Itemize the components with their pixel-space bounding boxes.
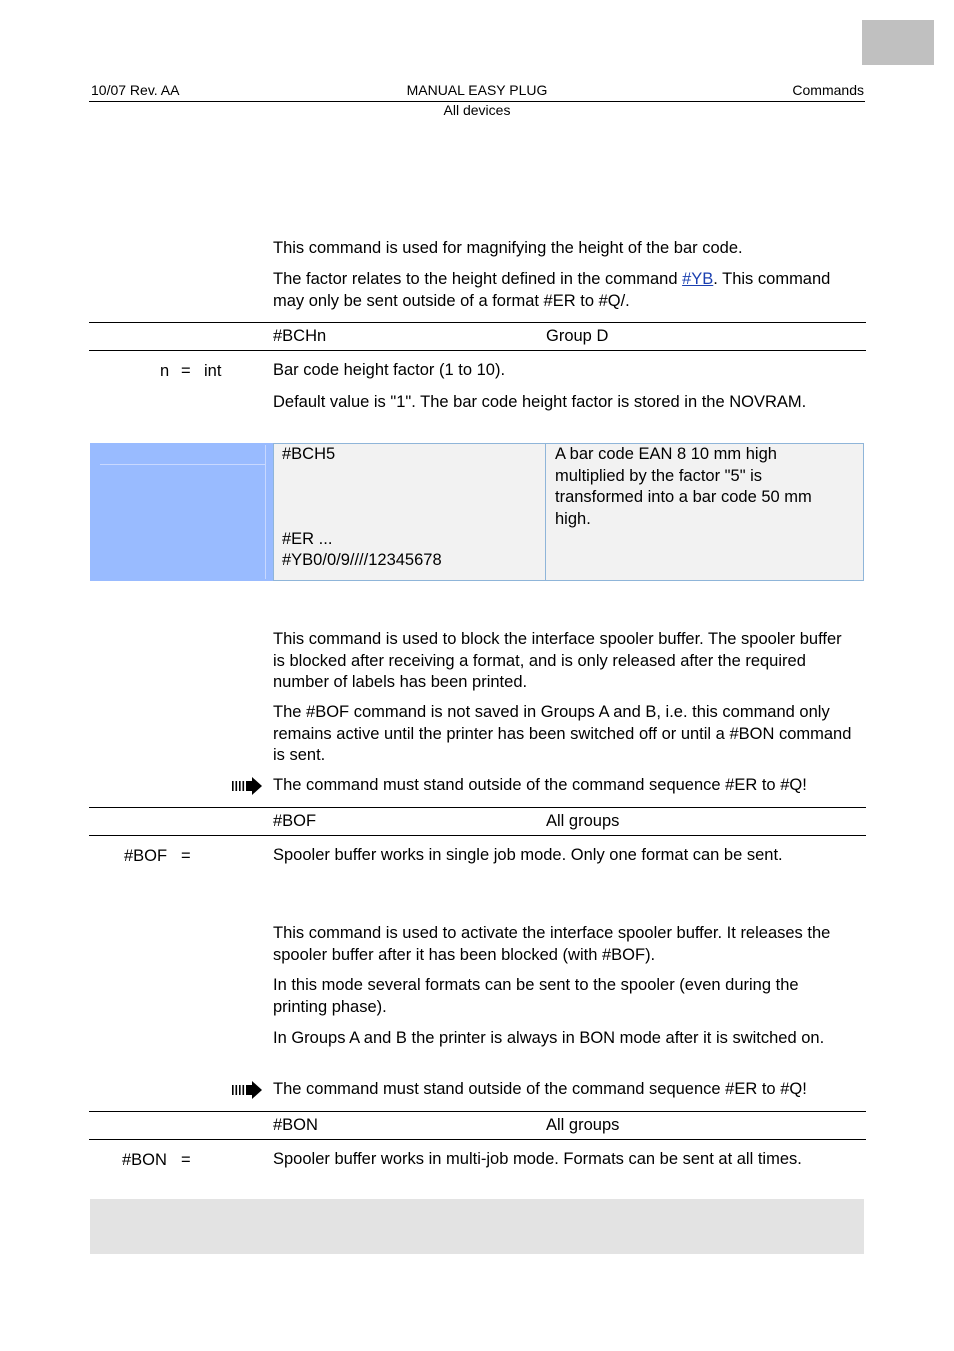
bon-param-eq: = [181, 1151, 191, 1169]
page-tab-marker [862, 20, 934, 65]
bon-param-name: #BON [122, 1151, 167, 1169]
example-code-line-3: #YB0/0/9////12345678 [282, 551, 442, 569]
header-subtitle: All devices [443, 102, 511, 118]
bon-param-description: Spooler buffer works in multi-job mode. Formats can be sent at all times. [273, 1150, 802, 1168]
bch-desc2-text-a: The factor relates to the height defined in the command [273, 270, 683, 288]
bch-param-description: Bar code height factor (1 to 10). [273, 361, 506, 379]
example-code-line-2: #ER ... [282, 530, 333, 548]
bon-syntax: #BON [273, 1116, 318, 1134]
bch-param-eq: = [181, 362, 191, 380]
bch-syntax: #BCHn [273, 327, 327, 345]
header-section: Commands [792, 82, 864, 98]
bon-group: All groups [546, 1116, 620, 1134]
yb-command-link[interactable]: #YB [682, 270, 714, 288]
bon-syntax-rule-bottom [89, 1139, 866, 1140]
note-arrow-icon [231, 1081, 263, 1099]
bof-syntax: #BOF [273, 812, 317, 830]
bof-param-eq: = [181, 847, 191, 865]
bon-syntax-rule-top [89, 1111, 866, 1112]
bof-group: All groups [546, 812, 620, 830]
bch-description-2 [273, 269, 833, 312]
bon-description-3: In Groups A and B the printer is always in BON mode after it is switched on. [273, 1029, 825, 1047]
bof-param-description: Spooler buffer works in single job mode. Only one format can be sent. [273, 846, 783, 864]
example-explanation: A bar code EAN 8 10 mm high multiplied by the factor "5" is transformed into a bar code 50 mm high. [555, 445, 812, 528]
footer-band [90, 1199, 864, 1254]
bof-note: The command must stand outside of the command sequence #ER to #Q! [273, 776, 807, 794]
bch-param-name: n [160, 362, 170, 380]
bch-default-value: Default value is "1". The bar code height factor is stored in the NOVRAM. [273, 393, 807, 411]
bch-description-1: This command is used for magnifying the height of the bar code. [273, 239, 743, 257]
bon-note: The command must stand outside of the command sequence #ER to #Q! [273, 1080, 807, 1098]
syntax-rule-top [89, 322, 866, 323]
bof-syntax-rule-bottom [89, 835, 866, 836]
syntax-rule-bottom [89, 350, 866, 351]
bch-desc2-text-b: . This command may only be sent outside of a format #ER to #Q/. [273, 270, 831, 310]
header-manual-title: MANUAL EASY PLUG [406, 82, 548, 98]
header-revision: 10/07 Rev. AA [91, 82, 180, 98]
bof-param-name: #BOF [124, 847, 168, 865]
example-code-line-1: #BCH5 [282, 445, 336, 463]
bch-group: Group D [546, 327, 609, 345]
bch-param-type: int [204, 362, 222, 380]
bof-description-2: The #BOF command is not saved in Groups A and B, i.e. this command only remains active until the printer has been switched off or until a #BON command is sent. [273, 703, 852, 764]
example-column-divider [545, 443, 546, 581]
bof-description-1: This command is used to block the interface spooler buffer. The spooler buffer is blocked after receiving a format, and is only released after the required number of labels has been printed. [273, 630, 842, 691]
bof-syntax-rule-top [89, 807, 866, 808]
note-arrow-icon [231, 777, 263, 795]
example-label-edge [265, 445, 266, 579]
example-label-divider [100, 464, 266, 465]
bon-description-1: This command is used to activate the interface spooler buffer. It releases the spooler buffer after it has been blocked (with #BOF). [273, 924, 831, 964]
bon-description-2: In this mode several formats can be sent to the spooler (even during the printing phase). [273, 976, 799, 1016]
